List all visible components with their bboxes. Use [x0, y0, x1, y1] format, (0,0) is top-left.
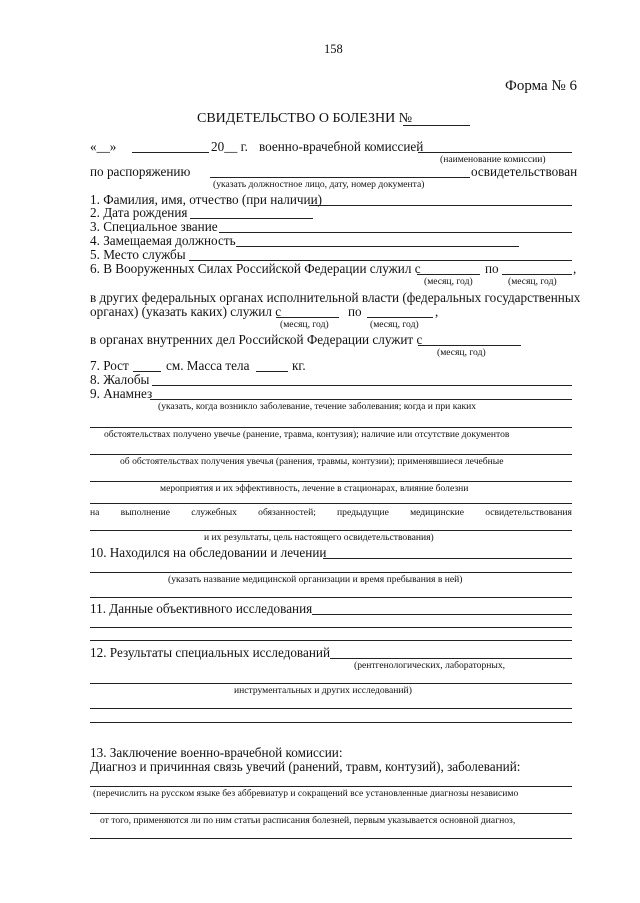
- conclusion-diagnosis-label: Диагноз и причинная связь увечий (ранений, травм, контузий), заболеваний:: [90, 759, 521, 774]
- special-studies-field-1[interactable]: [330, 658, 572, 659]
- internal-affairs-hint: (месяц, год): [437, 347, 486, 358]
- item-armed-forces: 6. В Вооруженных Силах Российской Федерации служил с: [90, 261, 421, 276]
- item-treatment: 10. Находился на обследовании и лечении: [90, 545, 327, 560]
- item-rank: 3. Специальное звание: [90, 219, 218, 234]
- item-weight-label: см. Масса тела: [166, 358, 250, 373]
- other-agencies-to-field[interactable]: [367, 317, 433, 318]
- full-name-field[interactable]: [309, 205, 572, 206]
- special-studies-field-4[interactable]: [90, 722, 572, 723]
- anamnesis-word: выполнение: [120, 507, 171, 518]
- objective-field-3[interactable]: [90, 640, 572, 641]
- item-conclusion: 13. Заключение военно-врачебной комиссии:: [90, 745, 343, 760]
- internal-affairs-label: в органах внутренних дел Российской Федерации служит с: [90, 332, 423, 347]
- anamnesis-word: медицинские: [410, 507, 465, 518]
- form-number: Форма № 6: [505, 78, 577, 94]
- anamnesis-hint-2: обстоятельствах получено увечье (ранение, травма, контузия); наличие или отсутствие документов: [104, 429, 510, 440]
- order-hint: (указать должностное лицо, дату, номер документа): [213, 179, 425, 190]
- item-special-studies: 12. Результаты специальных исследований: [90, 645, 331, 660]
- item-position: 4. Замещаемая должность: [90, 233, 236, 248]
- anamnesis-hint-1: (указать, когда возникло заболевание, течение заболевания; когда и при каких: [158, 401, 477, 412]
- order-field[interactable]: [210, 177, 470, 178]
- other-agencies-to-label: по: [348, 304, 362, 319]
- examined-label: освидетельствован: [471, 164, 578, 179]
- anamnesis-field-3[interactable]: [90, 454, 572, 455]
- diagnosis-hint-1: (перечислить на русском языке без аббревиатур и сокращений все установленные диагнозы независимо: [93, 788, 519, 799]
- commission-hint: (наименование комиссии): [440, 154, 546, 165]
- armed-forces-to-label: по: [485, 261, 499, 276]
- special-studies-hint-2: инструментальных и других исследований): [234, 685, 412, 696]
- document-title: [197, 111, 412, 126]
- date-year: 20__ г.: [211, 139, 248, 154]
- item-full-name: 1. Фамилия, имя, отчество (при наличии): [90, 192, 323, 207]
- diagnosis-hint-2: от того, применяются ли по ним статьи расписания болезней, первым указывается основной диагноз,: [100, 815, 516, 826]
- commission-label: военно-врачебной комиссией: [259, 139, 424, 154]
- anamnesis-word: предыдущие: [337, 507, 389, 518]
- item-height-label: 7. Рост: [90, 358, 129, 373]
- anamnesis-field-6[interactable]: [90, 530, 572, 531]
- anamnesis-field-1[interactable]: [150, 399, 572, 400]
- anamnesis-hint-5: [90, 507, 572, 518]
- item-complaints: 8. Жалобы: [90, 372, 150, 387]
- date-day: «__»: [90, 139, 117, 154]
- treatment-field-2[interactable]: [90, 572, 572, 573]
- anamnesis-word: обязанностей;: [258, 507, 316, 518]
- commission-name-field[interactable]: [418, 152, 572, 153]
- anamnesis-word: освидетельствования: [485, 507, 572, 518]
- special-studies-field-2[interactable]: [90, 683, 572, 684]
- other-agencies-to-hint: (месяц, год): [370, 319, 419, 330]
- anamnesis-field-2[interactable]: [90, 427, 572, 428]
- anamnesis-field-5[interactable]: [90, 503, 572, 504]
- other-agencies-line2: органах) (указать каких) служил с: [90, 304, 282, 319]
- armed-forces-from-hint: (месяц, год): [424, 276, 473, 287]
- special-studies-field-3[interactable]: [90, 708, 572, 709]
- objective-field-1[interactable]: [312, 614, 572, 615]
- diagnosis-field-2[interactable]: [90, 813, 572, 814]
- item-anamnesis: 9. Анамнез: [90, 386, 153, 401]
- certificate-number-field[interactable]: [403, 125, 470, 126]
- anamnesis-hint-4: мероприятия и их эффективность, лечение в стационарах, влияние болезни: [160, 483, 469, 494]
- item-birth-date: 2. Дата рождения: [90, 205, 188, 220]
- diagnosis-field-3[interactable]: [90, 838, 572, 839]
- anamnesis-word: служебных: [191, 507, 237, 518]
- treatment-field-3[interactable]: [90, 597, 572, 598]
- date-month-field[interactable]: [132, 152, 209, 153]
- item-service-place: 5. Место службы: [90, 247, 186, 262]
- armed-forces-comma: ,: [573, 261, 577, 276]
- anamnesis-word: на: [90, 507, 100, 518]
- page-number: 158: [324, 42, 343, 56]
- anamnesis-hint-6: и их результаты, цель настоящего освидетельствования): [204, 532, 434, 543]
- other-agencies-from-field[interactable]: [276, 317, 339, 318]
- anamnesis-field-4[interactable]: [90, 481, 572, 482]
- order-label: по распоряжению: [90, 164, 191, 179]
- armed-forces-to-field[interactable]: [502, 274, 572, 275]
- armed-forces-from-field[interactable]: [417, 274, 480, 275]
- internal-affairs-from-field[interactable]: [418, 345, 521, 346]
- position-field[interactable]: [236, 246, 519, 247]
- document-title-text: СВИДЕТЕЛЬСТВО О БОЛЕЗНИ №: [197, 111, 413, 126]
- diagnosis-field-1[interactable]: [90, 786, 572, 787]
- rank-field[interactable]: [219, 232, 572, 233]
- item-weight-unit: кг.: [292, 358, 306, 373]
- treatment-hint: (указать название медицинской организации и время пребывания в ней): [168, 574, 463, 585]
- item-objective: 11. Данные объективного исследования: [90, 601, 313, 616]
- objective-field-2[interactable]: [90, 627, 572, 628]
- other-agencies-from-hint: (месяц, год): [280, 319, 329, 330]
- armed-forces-to-hint: (месяц, год): [508, 276, 557, 287]
- complaints-field[interactable]: [152, 385, 572, 386]
- other-agencies-comma: ,: [435, 304, 439, 319]
- special-studies-hint-1: (рентгенологических, лабораторных,: [354, 660, 506, 671]
- weight-field[interactable]: [256, 371, 288, 372]
- treatment-field-1[interactable]: [323, 558, 572, 559]
- other-agencies-line1: в других федеральных органах исполнительной власти (федеральных государственных: [90, 290, 581, 305]
- anamnesis-hint-3: об обстоятельствах получения увечья (ранения, травмы, контузии); применявшиеся лечебные: [120, 456, 504, 467]
